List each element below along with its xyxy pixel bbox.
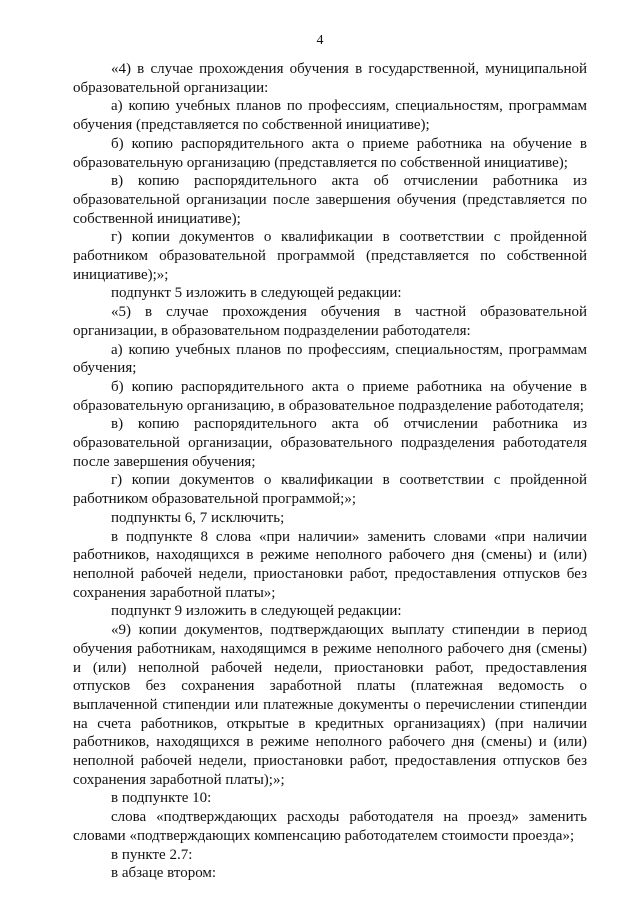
paragraph: подпункты 6, 7 исключить; bbox=[111, 509, 285, 526]
paragraph: г) копии документов о квалификации в соответствии с пройденной работником образовательной программой (представляется по собственной инициативе);»; bbox=[73, 229, 587, 283]
paragraph: подпункт 9 изложить в следующей редакции: bbox=[111, 603, 402, 620]
paragraph: в) копию распорядительного акта об отчислении работника из образовательной организации, образовательного подразделения работодателя после завершения обучения; bbox=[73, 416, 587, 470]
paragraph: слова «подтверждающих расходы работодателя на проезд» заменить словами «подтверждающих компенсацию работодателем стоимости проезда»; bbox=[73, 809, 587, 844]
paragraph: б) копию распорядительного акта о приеме работника на обучение в образовательную организацию, в образовательное подразделение работодателя; bbox=[73, 378, 587, 414]
paragraph: в подпункте 10: bbox=[111, 790, 212, 807]
page-number: 4 bbox=[316, 33, 324, 48]
document-body bbox=[73, 60, 587, 883]
paragraph: «9) копии документов, подтверждающих выплату стипендии в период обучения работникам, находящимся в режиме неполного рабочего дня (смены) и (или) неполной рабочей недели, приостановки работ, предоставления отпусков без сохранения заработной платы (платежная ведомость о выплаченной стипендии или платежные документы о перечислении стипендии на счета работников, открытые в кредитных организациях) (при наличии работников, находящихся в режиме неполного рабочего дня (смены) и (или) неполной рабочей недели, приостановки работ, предоставления отпусков без сохранения заработной платы);»; bbox=[73, 622, 587, 788]
paragraph: «5) в случае прохождения обучения в частной образовательной организации, в образовательном подразделении работодателя: bbox=[73, 304, 587, 339]
paragraph: в абзаце втором: bbox=[111, 865, 217, 882]
paragraph: в подпункте 8 слова «при наличии» заменить словами «при наличии работников, находящихся в режиме неполного рабочего дня (смены) и (или) неполной рабочей недели, приостановки работ, предоставления отпусков без сохранения заработной платы»; bbox=[73, 528, 587, 601]
paragraph: г) копии документов о квалификации в соответствии с пройденной работником образовательной программой;»; bbox=[73, 472, 587, 508]
paragraph: а) копию учебных планов по профессиям, специальностям, программам обучения; bbox=[73, 341, 587, 377]
paragraph: подпункт 5 изложить в следующей редакции: bbox=[111, 285, 402, 302]
paragraph: б) копию распорядительного акта о приеме работника на обучение в образовательную организацию (представляется по собственной инициативе); bbox=[73, 135, 587, 171]
paragraph: в) копию распорядительного акта об отчислении работника из образовательной организации после завершения обучения (представляется по собственной инициативе); bbox=[73, 173, 587, 227]
paragraph: «4) в случае прохождения обучения в государственной, муниципальной образовательной организации: bbox=[73, 61, 587, 96]
paragraph: а) копию учебных планов по профессиям, специальностям, программам обучения (представляется по собственной инициативе); bbox=[73, 98, 587, 134]
paragraph: в пункте 2.7: bbox=[111, 846, 193, 863]
